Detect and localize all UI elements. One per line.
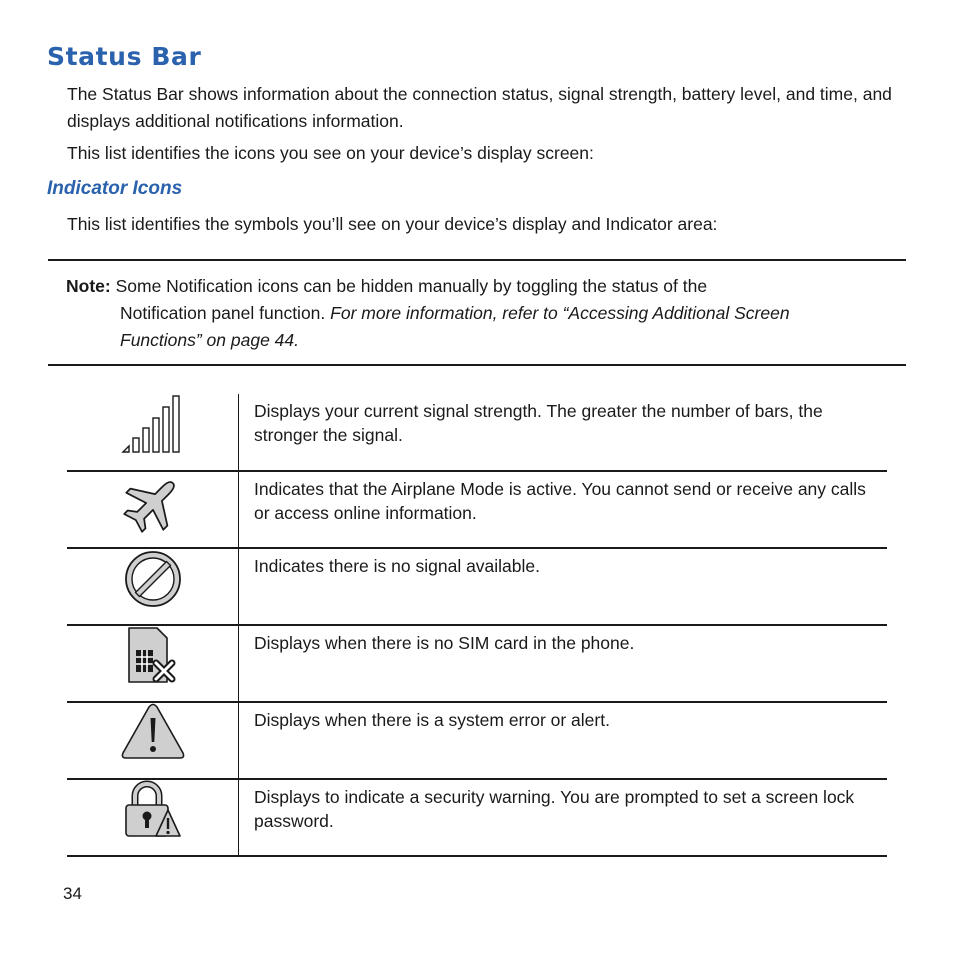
page-title: Status Bar bbox=[47, 42, 202, 71]
table-row bbox=[67, 548, 887, 625]
icons-list-intro: This list identifies the icons you see on your device’s display screen: bbox=[67, 143, 594, 163]
row-description: Indicates that the Airplane Mode is active. You cannot send or receive any calls or access online information. bbox=[254, 479, 866, 523]
icon-cell bbox=[67, 625, 239, 702]
section-subtitle: Indicator Icons bbox=[47, 178, 183, 199]
note-text-continued bbox=[66, 300, 866, 354]
intro-paragraph: The Status Bar shows information about the connection status, signal strength, battery level, and time, and displays additional notifications information. bbox=[67, 84, 892, 131]
icon-cell bbox=[67, 702, 239, 779]
system-alert-icon bbox=[120, 703, 186, 761]
icon-cell bbox=[67, 394, 239, 471]
indicator-icons-table bbox=[67, 394, 887, 857]
table-row bbox=[67, 779, 887, 856]
no-signal-icon bbox=[123, 549, 183, 609]
icon-cell bbox=[67, 779, 239, 856]
signal-strength-icon bbox=[121, 394, 185, 454]
row-description: Displays when there is no SIM card in the phone. bbox=[254, 633, 635, 653]
indicator-intro: This list identifies the symbols you’ll see on your device’s display and Indicator area: bbox=[67, 214, 718, 234]
row-description: Displays when there is a system error or alert. bbox=[254, 710, 610, 730]
table-row bbox=[67, 702, 887, 779]
row-description: Indicates there is no signal available. bbox=[254, 556, 541, 576]
note-top-rule bbox=[48, 259, 906, 261]
page-number: 34 bbox=[63, 884, 82, 903]
no-sim-icon bbox=[127, 626, 179, 686]
security-warning-icon bbox=[124, 780, 182, 840]
icon-cell bbox=[67, 548, 239, 625]
row-description: Displays your current signal strength. The greater the number of bars, the stronger the signal. bbox=[254, 401, 823, 445]
table-row bbox=[67, 394, 887, 471]
note-text-2: Notification panel function. bbox=[120, 303, 326, 323]
table-row bbox=[67, 625, 887, 702]
note-label: Note: bbox=[66, 276, 111, 296]
icon-cell bbox=[67, 471, 239, 548]
note-bottom-rule bbox=[48, 364, 906, 366]
table-row bbox=[67, 471, 887, 548]
airplane-icon bbox=[122, 472, 184, 534]
note-text: Some Notification icons can be hidden manually by toggling the status of the bbox=[115, 276, 708, 296]
note-reference: For more information, refer to “Accessing Additional Screen Functions” on page 44. bbox=[120, 303, 790, 350]
row-description: Displays to indicate a security warning. You are prompted to set a screen lock password. bbox=[254, 787, 855, 831]
note-box bbox=[66, 273, 866, 354]
